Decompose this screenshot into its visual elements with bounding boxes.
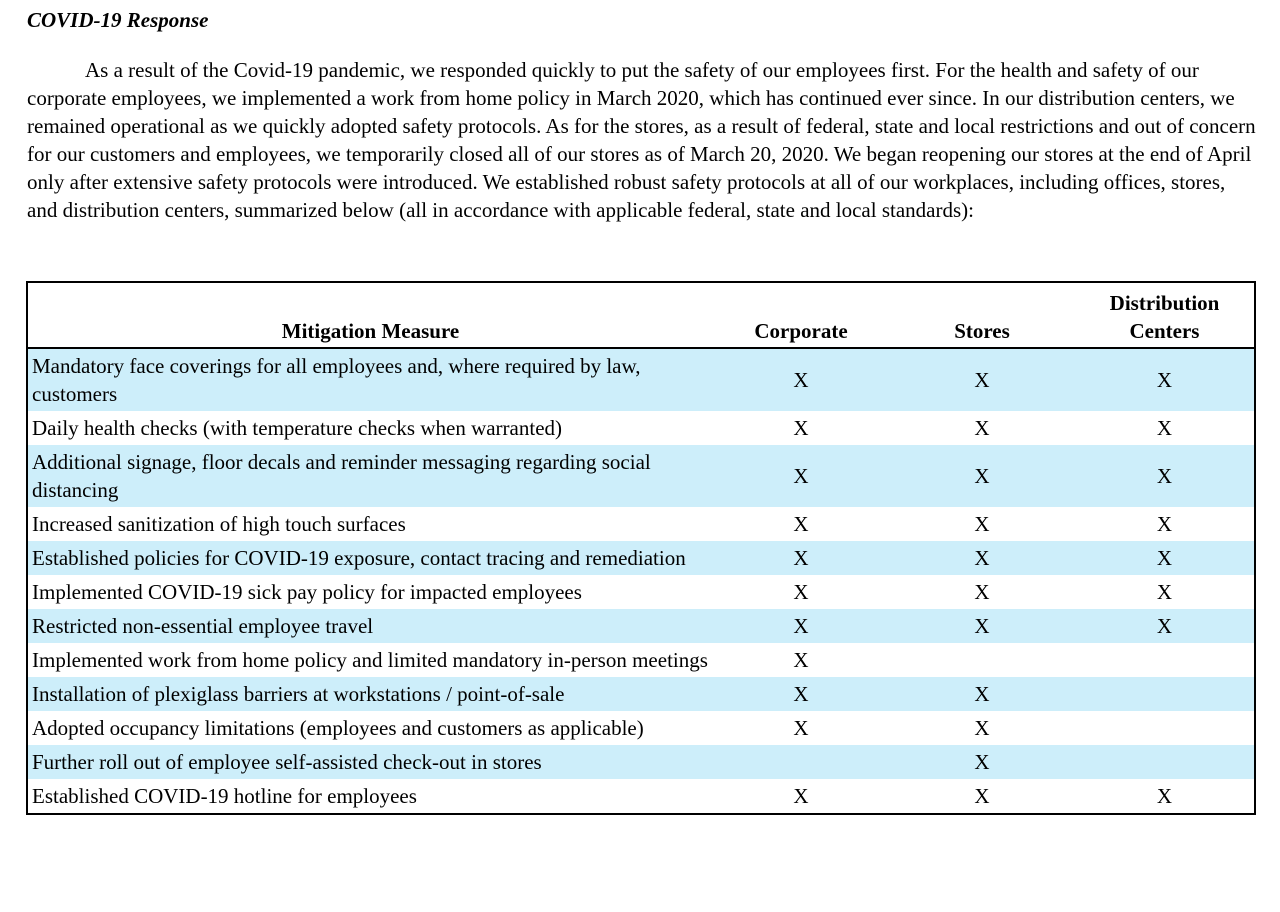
- measure-cell: Daily health checks (with temperature checks when warranted): [32, 416, 563, 440]
- mitigation-measures-table: [26, 281, 1256, 815]
- measure-cell: Installation of plexiglass barriers at workstations / point-of-sale: [27, 677, 713, 711]
- corporate-cell: X: [793, 580, 809, 604]
- corporate-cell: X: [713, 677, 889, 711]
- stores-cell: X: [889, 677, 1075, 711]
- corporate-cell: [713, 745, 889, 779]
- distribution-cell: X: [1156, 580, 1173, 604]
- distribution-cell: X: [1075, 445, 1255, 507]
- table-row: [27, 507, 1255, 541]
- measure-cell: Additional signage, floor decals and reminder messaging regarding social distancing: [27, 445, 713, 507]
- table-row: [27, 609, 1255, 643]
- corporate-cell: X: [713, 445, 889, 507]
- table-row: [27, 445, 1255, 507]
- measure-cell: Implemented COVID-19 sick pay policy for impacted employees: [32, 580, 582, 604]
- header-corporate: Corporate: [713, 282, 889, 348]
- corporate-cell: X: [713, 348, 889, 411]
- measure-cell: Increased sanitization of high touch surfaces: [32, 512, 406, 536]
- distribution-cell: X: [1075, 609, 1255, 643]
- corporate-cell: X: [793, 512, 809, 536]
- distribution-cell: [1075, 677, 1255, 711]
- stores-cell: X: [974, 512, 990, 536]
- header-mitigation-measure: Mitigation Measure: [27, 282, 713, 348]
- corporate-cell: X: [713, 609, 889, 643]
- corporate-cell: X: [793, 716, 809, 740]
- distribution-cell: X: [1075, 541, 1255, 575]
- distribution-cell: X: [1156, 784, 1173, 808]
- stores-cell: X: [889, 609, 1075, 643]
- corporate-cell: X: [793, 784, 809, 808]
- stores-cell: X: [889, 348, 1075, 411]
- stores-cell: X: [889, 745, 1075, 779]
- distribution-cell: [1075, 711, 1255, 745]
- table-row: [27, 411, 1255, 445]
- intro-paragraph: As a result of the Covid-19 pandemic, we responded quickly to put the safety of our employees first. For the health and safety of our corporate employees, we implemented a work from home policy in March 2020, which has continued ever since. In our distribution centers, we remained operational as we quickly adopted safety protocols. As for the stores, as a result of federal, state and local restrictions and out of concern for our customers and employees, we temporarily closed all of our stores as of March 20, 2020. We began reopening our stores at the end of April only after extensive safety protocols were introduced. We established robust safety protocols at all of our workplaces, including offices, stores, and distribution centers, summarized below (all in accordance with applicable federal, state and local standards):: [27, 58, 1256, 222]
- corporate-cell: X: [793, 648, 809, 672]
- measure-cell: Restricted non-essential employee travel: [27, 609, 713, 643]
- stores-cell: X: [889, 541, 1075, 575]
- measure-cell: Established policies for COVID-19 exposure, contact tracing and remediation: [27, 541, 713, 575]
- table-row: [27, 745, 1255, 779]
- table-row: [27, 575, 1255, 609]
- distribution-cell: X: [1156, 416, 1173, 440]
- stores-cell: X: [889, 445, 1075, 507]
- measure-cell: Implemented work from home policy and limited mandatory in-person meetings: [32, 648, 708, 672]
- header-distribution-line1: Distribution: [1109, 291, 1220, 315]
- stores-cell: [889, 643, 1075, 677]
- distribution-cell: [1075, 643, 1255, 677]
- corporate-cell: X: [793, 416, 809, 440]
- distribution-cell: [1075, 745, 1255, 779]
- stores-cell: X: [974, 416, 990, 440]
- table-header-row: [27, 282, 1255, 348]
- table-row: [27, 677, 1255, 711]
- table-row: [27, 643, 1255, 677]
- table-row: [27, 779, 1255, 814]
- measure-cell: Adopted occupancy limitations (employees and customers as applicable): [32, 716, 644, 740]
- measure-cell: Established COVID-19 hotline for employees: [32, 784, 417, 808]
- distribution-cell: X: [1075, 348, 1255, 411]
- stores-cell: X: [974, 580, 990, 604]
- table-row: [27, 348, 1255, 411]
- measure-cell: Further roll out of employee self-assisted check-out in stores: [27, 745, 713, 779]
- measure-cell: Mandatory face coverings for all employees and, where required by law, customers: [27, 348, 713, 411]
- distribution-cell: X: [1156, 512, 1173, 536]
- table-row: [27, 711, 1255, 745]
- section-heading: COVID-19 Response: [27, 8, 209, 32]
- table-row: [27, 541, 1255, 575]
- header-stores: Stores: [889, 282, 1075, 348]
- stores-cell: X: [974, 784, 990, 808]
- stores-cell: X: [974, 716, 990, 740]
- header-distribution-centers: [1075, 282, 1255, 348]
- header-distribution-line2: Centers: [1129, 319, 1200, 343]
- corporate-cell: X: [713, 541, 889, 575]
